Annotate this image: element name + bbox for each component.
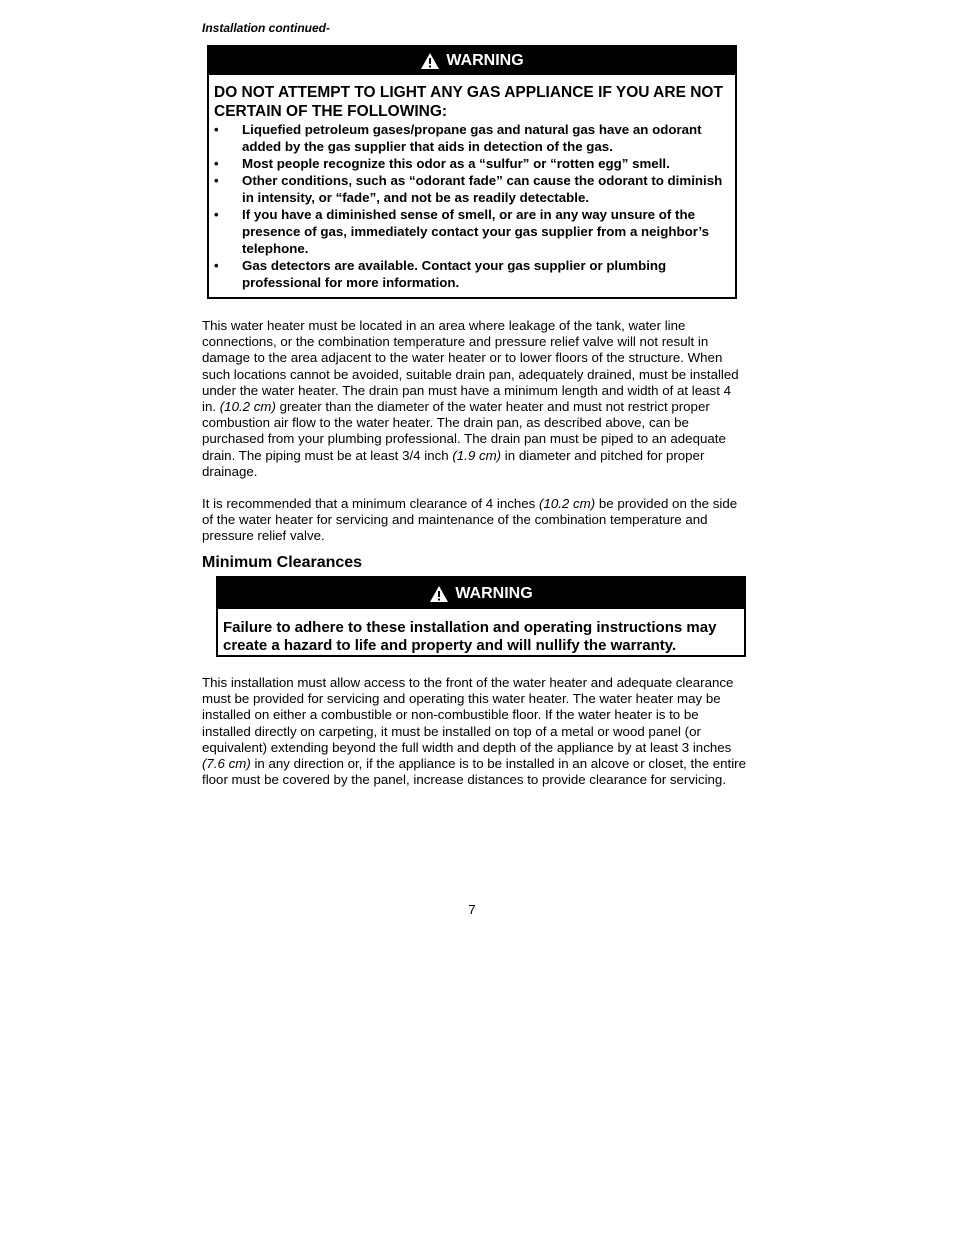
paragraph-text: This water heater must be located in an area where leakage of the tank, water line connections, or the combination temperature and pressure relief valve will not result in damage to the area adjacent to the water heater or to lower floors of the structure. When such locations cannot be avoided, suitable drain pan, adequately drained, must be installed under the water heater. The drain pan must have a minimum length and width of at least 4 in. — [202, 318, 739, 415]
bullet-icon: • — [214, 173, 219, 188]
bullet-text: Liquefied petroleum gases/propane gas and natural gas have an odorant added by the gas supplier that aids in detection of the gas. — [242, 122, 702, 154]
bullet-text: Other conditions, such as “odorant fade” can cause the odorant to diminish in intensity, or “fade”, and not be as readily detectable. — [242, 173, 723, 205]
warning-header — [209, 47, 735, 75]
list-item — [214, 206, 729, 257]
list-item — [214, 172, 729, 206]
page-number: 7 — [468, 902, 476, 917]
metric-measurement: (1.9 cm) — [452, 447, 502, 463]
bullet-icon: • — [214, 207, 219, 222]
warning-bullet-list — [214, 121, 729, 291]
gas-warning-box — [207, 45, 737, 299]
paragraph-text: be provided on the side of the water heater for servicing and maintenance of the combination temperature and pressure relief valve. — [202, 496, 738, 544]
drain-pan-paragraph — [202, 318, 747, 480]
paragraph-text: in diameter and pitched for proper drainage. — [202, 447, 705, 479]
metric-measurement: (7.6 cm) — [202, 756, 251, 772]
paragraph-text: greater than the diameter of the water heater and must not restrict proper combustion air flow to the water heater. The drain pan, as described above, can be purchased from your plumbing professional. The drain pan must be piped to an adequate drain. The piping must be at least 3/4 inch — [202, 399, 726, 463]
warning-text: Failure to adhere to these installation and operating instructions may create a hazard to life and property and will nullify the warranty. — [223, 619, 717, 654]
warning-body — [209, 75, 735, 291]
warning-triangle-icon — [420, 52, 440, 70]
bullet-text: Gas detectors are available. Contact your gas supplier or plumbing professional for more information. — [242, 258, 667, 290]
metric-measurement: (10.2 cm) — [219, 399, 276, 415]
metric-measurement: (10.2 cm) — [539, 496, 596, 511]
bullet-text: If you have a diminished sense of smell, or are in any way unsure of the presence of gas, immediately contact your gas supplier from a neighbor’s telephone. — [242, 207, 709, 256]
bullet-icon: • — [214, 156, 219, 171]
section-heading: Minimum Clearances — [202, 554, 363, 571]
installation-access-paragraph — [202, 675, 747, 788]
warning-triangle-icon — [429, 585, 449, 603]
installation-warning-box — [216, 576, 746, 657]
bullet-icon: • — [214, 122, 219, 137]
warning-header — [218, 578, 744, 609]
paragraph-text: This installation must allow access to the front of the water heater and adequate clearance must be provided for servicing and operating this water heater. The water heater may be installed on either a combustible or non-combustible floor. If the water heater is to be installed directly on carpeting, it must be installed on top of a metal or wood panel (or equivalent) extending beyond the full width and depth of the appliance by at least 3 inches — [202, 675, 734, 755]
list-item — [214, 155, 729, 172]
section-continuation-label: Installation continued- — [202, 21, 330, 35]
warning-lead-text: DO NOT ATTEMPT TO LIGHT ANY GAS APPLIANCE IF YOU ARE NOT CERTAIN OF THE FOLLOWING: — [214, 84, 723, 120]
bullet-text: Most people recognize this odor as a “sulfur” or “rotten egg” smell. — [242, 156, 670, 171]
clearance-recommendation-paragraph — [202, 496, 747, 545]
warning-title: WARNING — [455, 584, 533, 602]
warning-title: WARNING — [446, 52, 524, 69]
paragraph-text: in any direction or, if the appliance is to be installed in an alcove or closet, the entire floor must be covered by the panel, increase distances to provide clearance for servicing. — [202, 756, 746, 788]
list-item — [214, 121, 729, 155]
paragraph-text: It is recommended that a minimum clearance of 4 inches — [202, 496, 540, 511]
list-item — [214, 257, 729, 291]
bullet-icon: • — [214, 258, 219, 273]
